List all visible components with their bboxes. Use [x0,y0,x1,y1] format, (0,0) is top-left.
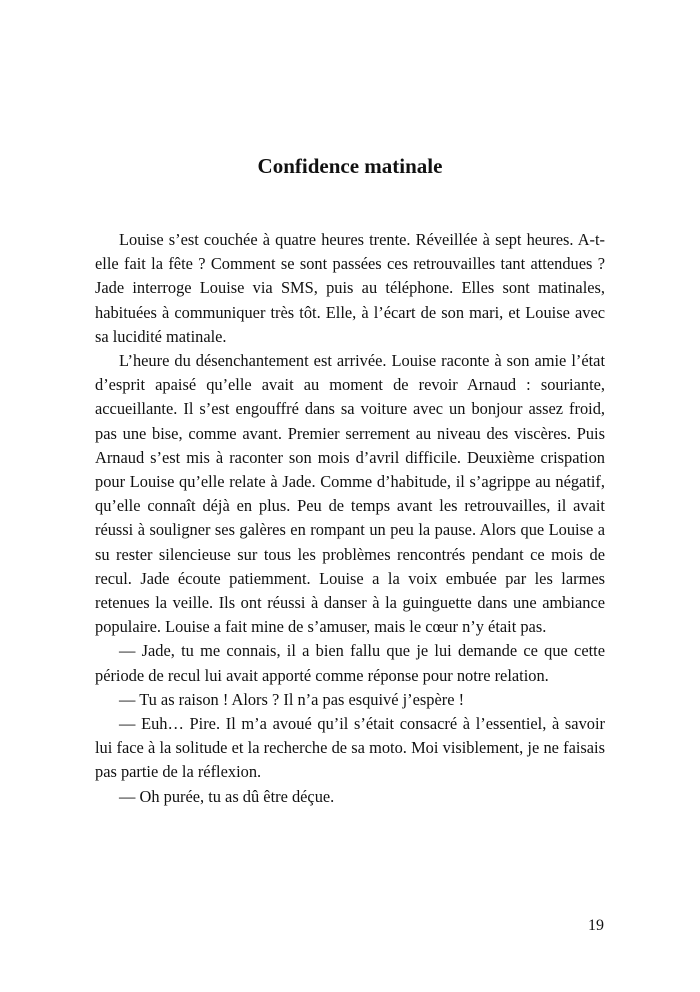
paragraph-narration-2: L’heure du désenchantement est arrivée. Louise raconte à son amie l’état d’esprit apaisé qu’elle avait au moment de revoir Arnaud : souriante, accueillante. Il s’est engouffré dans sa voiture avec un bonjour assez froid, pas une bise, comme avant. Premier serrement au niveau des viscères. Puis Arnaud s’est mis à raconter son mois d’avril difficile. Deuxième crispation pour Louise qu’elle relate à Jade. Comme d’habitude, il s’agrippe au négatif, qu’elle connaît déjà en plus. Peu de temps avant les retrouvailles, il avait réussi à souligner ses galères en rompant un peu la pause. Alors que Louise a su rester silencieuse sur tous les problèmes rencontrés pendant ce mois de recul. Jade écoute patiemment. Louise a la voix embuée par les larmes retenues la veille. Ils ont réussi à danser à la guinguette dans une ambiance populaire. Louise a fait mine de s’amuser, mais le cœur n’y était pas. [95,351,605,637]
paragraph-dialogue-2: — Tu as raison ! Alors ? Il n’a pas esquivé j’espère ! [119,689,465,709]
body-text [95,228,605,809]
paragraph-dialogue-4: — Oh purée, tu as dû être déçue. [119,786,335,806]
paragraph-dialogue-3: — Euh… Pire. Il m’a avoué qu’il s’était consacré à l’essentiel, à savoir lui face à la solitude et la recherche de sa moto. Moi visiblement, je ne faisais pas partie de la réflexion. [95,714,605,782]
page-number: 19 [588,917,604,934]
paragraph-dialogue-1: — Jade, tu me connais, il a bien fallu que je lui demande ce que cette période de recul lui avait apporté comme réponse pour notre relation. [95,641,605,685]
paragraph-narration-1: Louise s’est couchée à quatre heures trente. Réveillée à sept heures. A-t-elle fait la fête ? Comment se sont passées ces retrouvailles tant attendues ? Jade interroge Louise via SMS, puis au téléphone. Elles sont matinales, habituées à communiquer très tôt. Elle, à l’écart de son mari, et Louise avec sa lucidité matinale. [95,230,605,346]
chapter-title: Confidence matinale [257,154,443,178]
